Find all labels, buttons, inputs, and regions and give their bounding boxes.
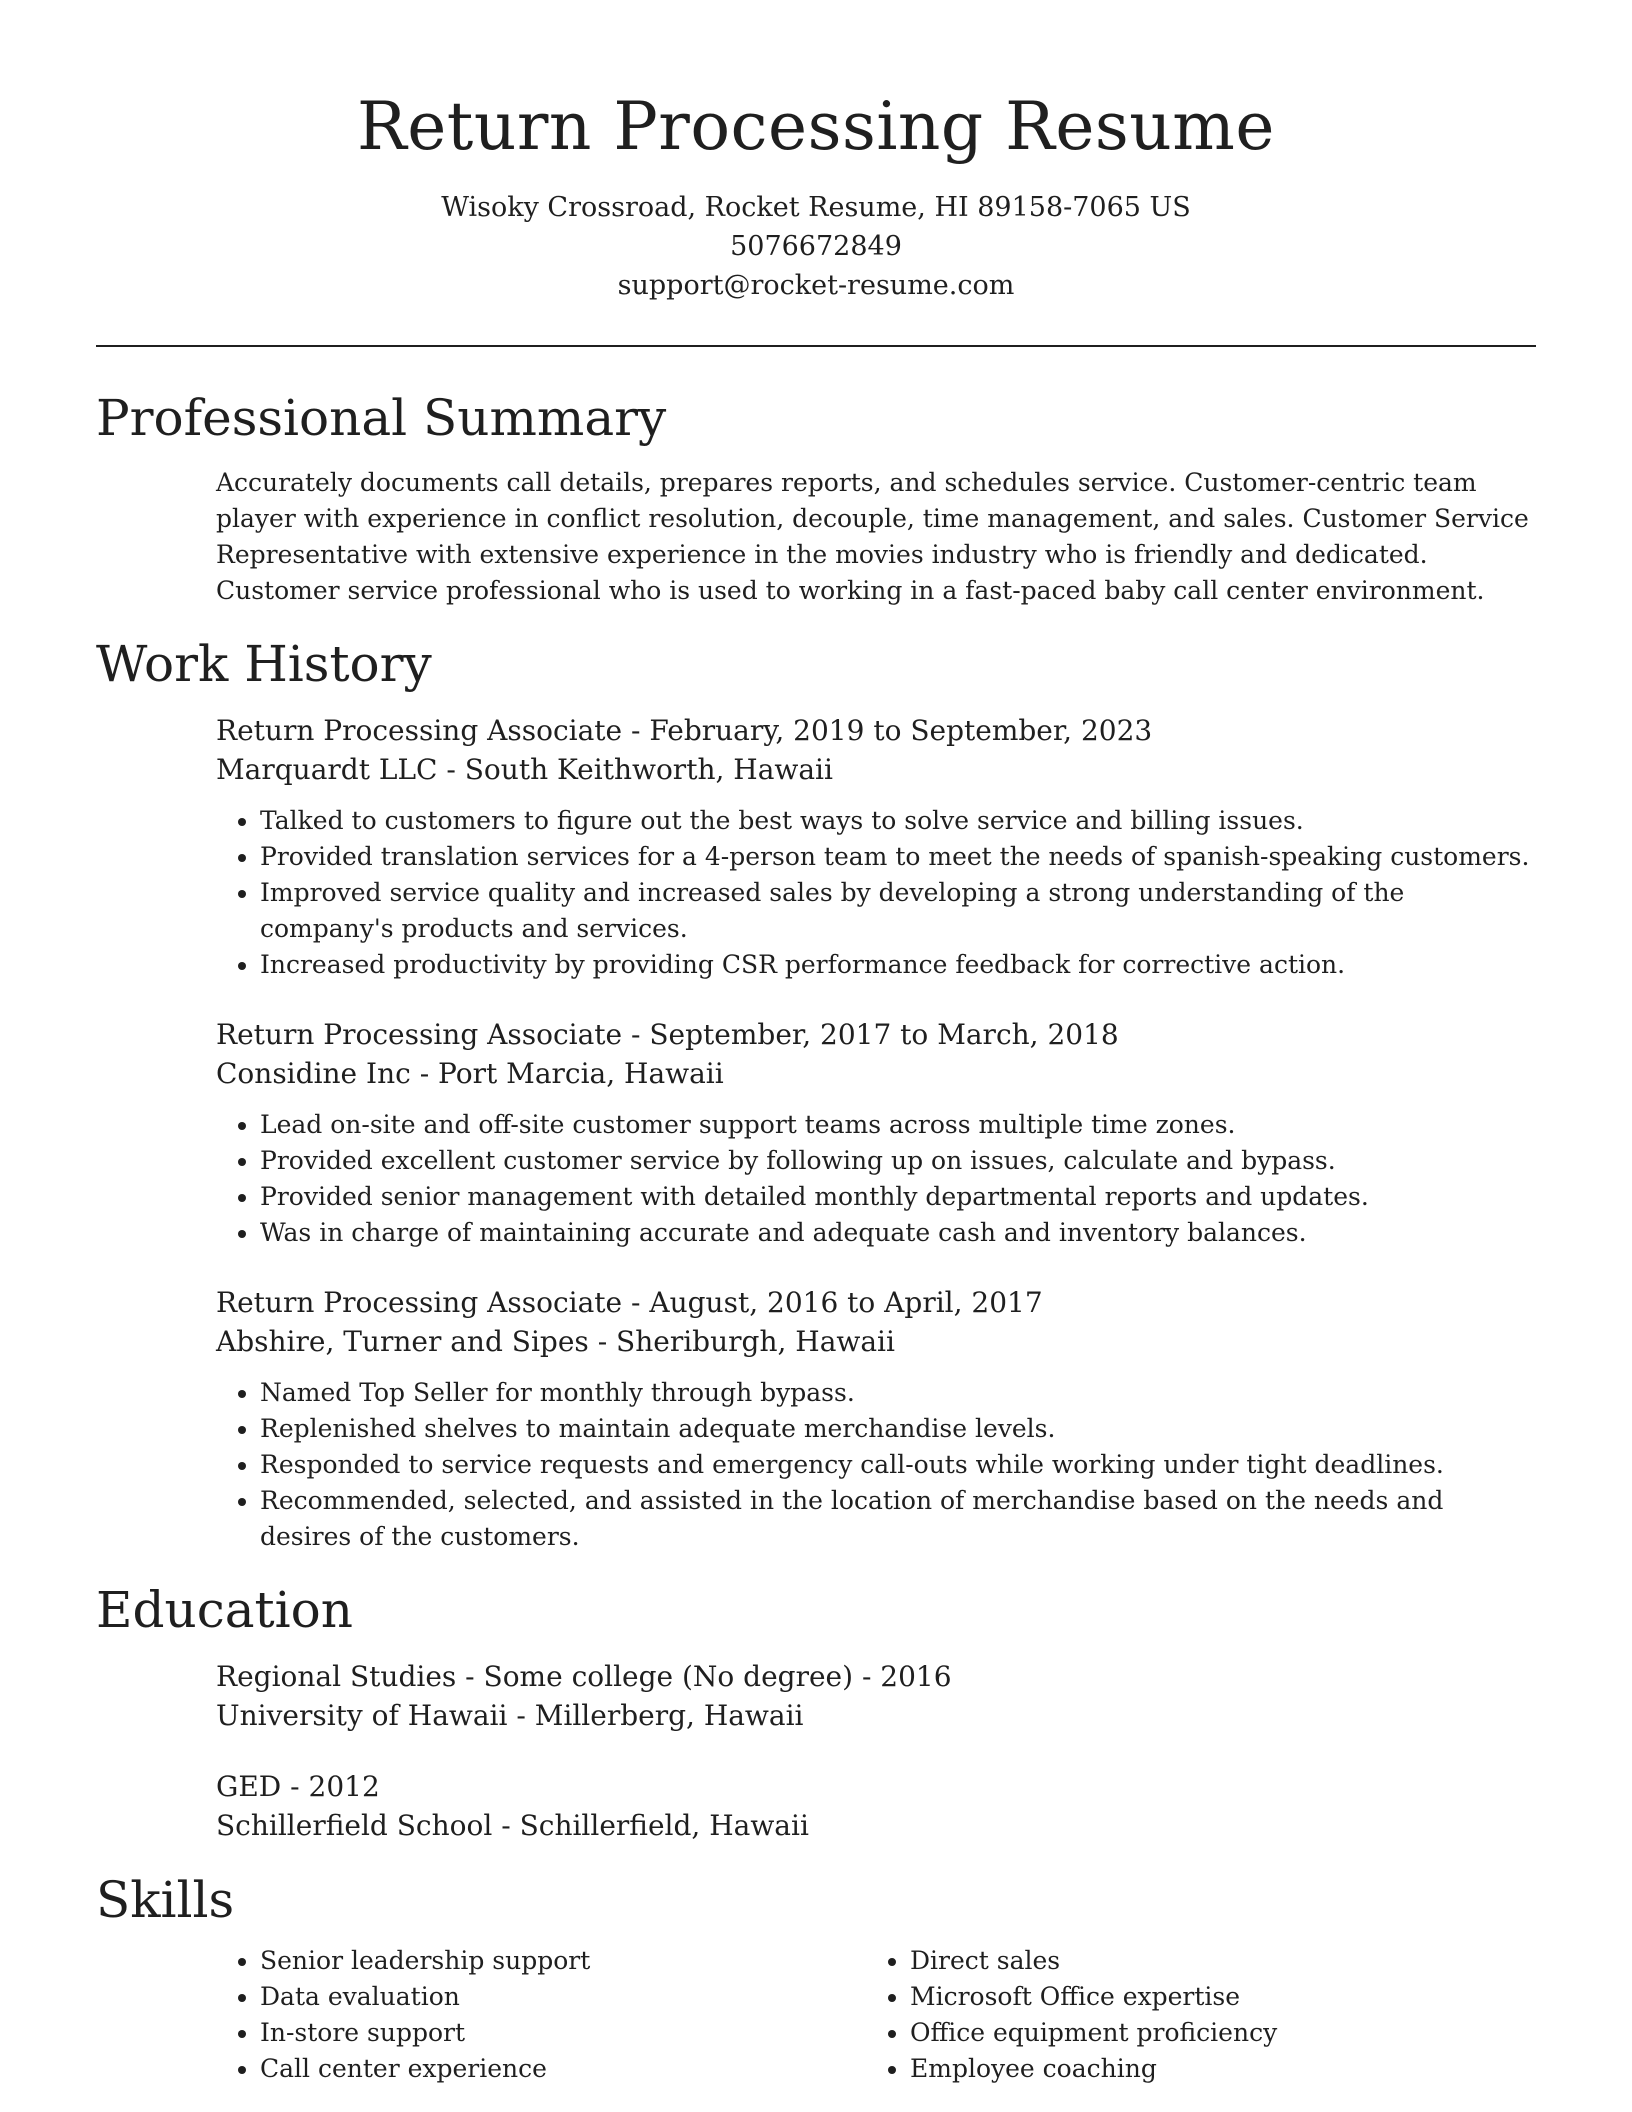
job-company: Abshire, Turner and Sipes (216, 1325, 589, 1358)
list-item: • Lead on-site and off-site customer support teams across multiple time zones. (260, 1107, 1536, 1143)
education-school: Schillerfield School (216, 1809, 493, 1842)
list-item: • Improved service quality and increased sales by developing a strong understanding of the company's products and services. (260, 875, 1536, 947)
list-item: • Increased productivity by providing CSR performance feedback for corrective action. (260, 947, 1536, 983)
skills-heading: Skills (96, 1871, 235, 1929)
list-item: • Direct sales (910, 1943, 1516, 1979)
list-item: • Provided translation services for a 4-person team to meet the needs of spanish-speaking customers. (260, 839, 1536, 875)
job-company: Marquardt LLC (216, 753, 438, 786)
contact-email[interactable]: support@rocket-resume.com (617, 270, 1015, 301)
job-title-line (216, 1283, 1536, 1322)
job-entry (96, 1283, 1536, 1555)
job-company-line (216, 1054, 1536, 1093)
job-company: Considine Inc (216, 1057, 411, 1090)
job-dates: - February, 2019 to September, 2023 (622, 714, 1153, 747)
summary-text: Accurately documents call details, prepares reports, and schedules service. Customer-centric team player with experience in conflict resolution, decouple, time management, and sales. Customer Service Representative with extensive experience in the movies industry who is friendly and dedicated. Customer service professional who is used to working in a fast-paced baby call center environment. (216, 468, 1529, 605)
list-item: • Named Top Seller for monthly through bypass. (260, 1375, 1536, 1411)
resume-header (96, 0, 1536, 305)
education-school-line (216, 1696, 1536, 1735)
list-item: • Office equipment proficiency (910, 2015, 1516, 2051)
header-divider (96, 345, 1536, 347)
job-location: - Sheriburgh, Hawaii (588, 1325, 895, 1358)
education-degree: GED - 2012 (216, 1770, 380, 1803)
skills-section (96, 1867, 1536, 2087)
work-history-heading: Work History (96, 635, 432, 693)
skills-column-left (216, 1943, 866, 2087)
job-location: - South Keithworth, Hawaii (437, 753, 833, 786)
list-item: • Employee coaching (910, 2051, 1516, 2087)
list-item: • In-store support (260, 2015, 866, 2051)
resume-title: Return Processing Resume (357, 88, 1275, 165)
job-entry (96, 1015, 1536, 1251)
contact-phone: 5076672849 (730, 231, 902, 262)
list-item: • Talked to customers to figure out the best ways to solve service and billing issues. (260, 803, 1536, 839)
list-item: • Call center experience (260, 2051, 866, 2087)
list-item: • Data evaluation (260, 1979, 866, 2015)
job-dates: - August, 2016 to April, 2017 (622, 1286, 1043, 1319)
skills-columns (96, 1943, 1536, 2087)
skills-column-right (866, 1943, 1516, 2087)
education-school: University of Hawaii (216, 1699, 508, 1732)
list-item: • Provided senior management with detailed monthly departmental reports and updates. (260, 1179, 1536, 1215)
job-entry (96, 711, 1536, 983)
education-heading: Education (96, 1581, 353, 1639)
job-role: Return Processing Associate (216, 1286, 623, 1319)
list-item: • Provided excellent customer service by following up on issues, calculate and bypass. (260, 1143, 1536, 1179)
job-role: Return Processing Associate (216, 714, 623, 747)
job-company-line (216, 1322, 1536, 1361)
job-location: - Port Marcia, Hawaii (410, 1057, 724, 1090)
list-item: • Senior leadership support (260, 1943, 866, 1979)
education-entry (96, 1657, 1536, 1735)
education-entry (96, 1767, 1536, 1845)
job-company-line (216, 750, 1536, 789)
work-history-section (96, 631, 1536, 1555)
job-bullets (216, 803, 1536, 983)
list-item: • Microsoft Office expertise (910, 1979, 1516, 2015)
education-degree: Regional Studies - Some college (No degree) - 2016 (216, 1660, 952, 1693)
list-item: • Replenished shelves to maintain adequate merchandise levels. (260, 1411, 1536, 1447)
education-school-line (216, 1806, 1536, 1845)
summary-heading: Professional Summary (96, 389, 667, 447)
summary-section (96, 385, 1536, 609)
list-item: • Recommended, selected, and assisted in the location of merchandise based on the needs and desires of the customers. (260, 1483, 1536, 1555)
contact-address: Wisoky Crossroad, Rocket Resume, HI 89158-7065 US (441, 192, 1191, 223)
job-dates: - September, 2017 to March, 2018 (622, 1018, 1119, 1051)
skills-list (866, 1943, 1516, 2087)
education-section (96, 1577, 1536, 1845)
education-location: - Millerberg, Hawaii (507, 1699, 804, 1732)
list-item: • Was in charge of maintaining accurate and adequate cash and inventory balances. (260, 1215, 1536, 1251)
skills-list (216, 1943, 866, 2087)
education-location: - Schillerfield, Hawaii (492, 1809, 809, 1842)
list-item: • Responded to service requests and emergency call-outs while working under tight deadlines. (260, 1447, 1536, 1483)
job-role: Return Processing Associate (216, 1018, 623, 1051)
job-title-line (216, 711, 1536, 750)
contact-block (96, 188, 1536, 305)
job-bullets (216, 1375, 1536, 1555)
job-bullets (216, 1107, 1536, 1251)
job-title-line (216, 1015, 1536, 1054)
